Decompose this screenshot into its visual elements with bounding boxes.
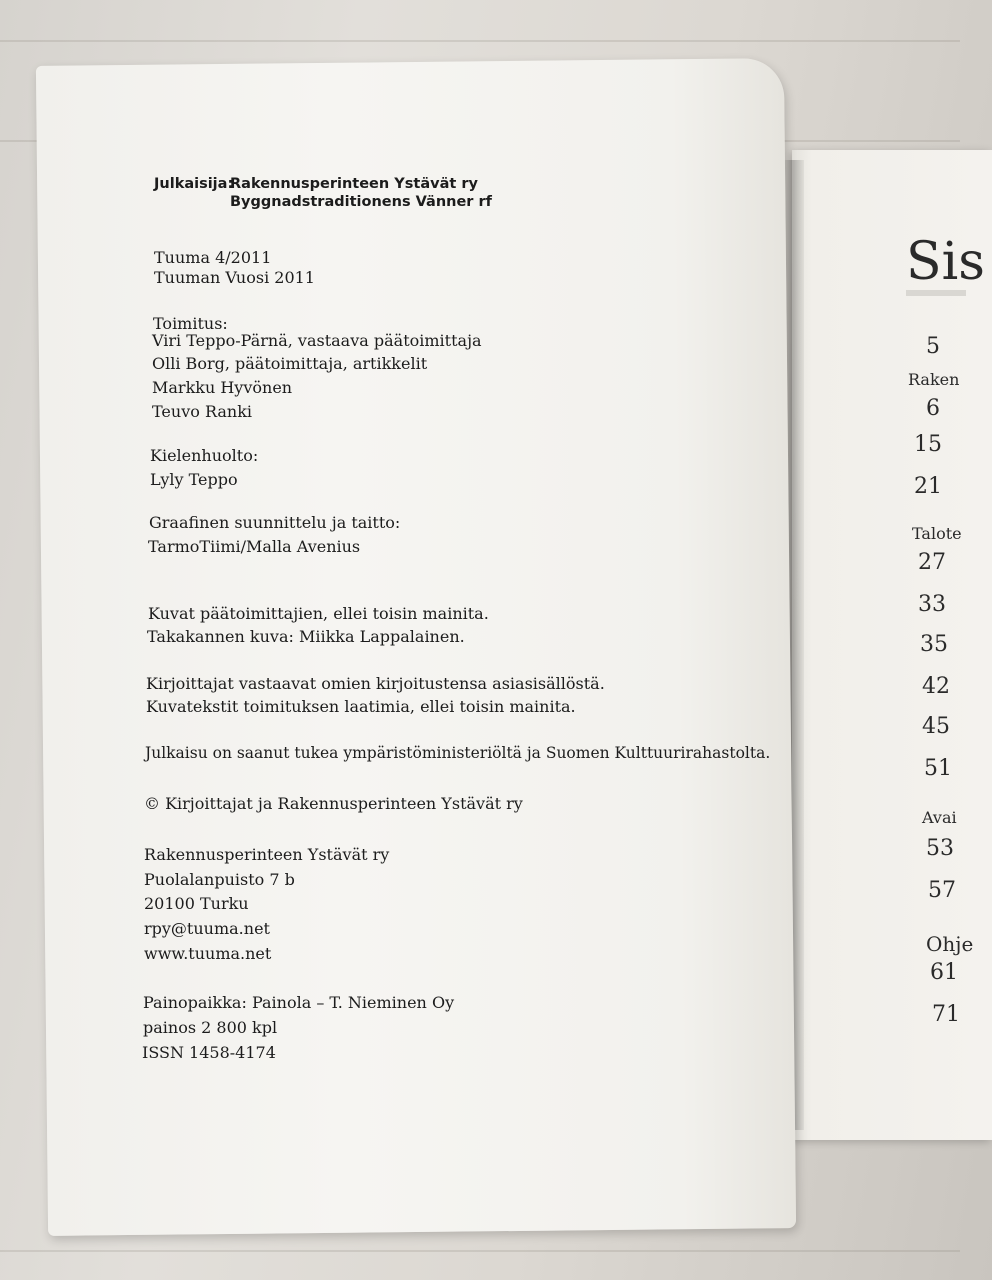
print-info: painos 2 800 kpl — [143, 1018, 278, 1037]
toc-page-number: 71 — [932, 1002, 960, 1027]
editorial-member: Viri Teppo-Pärnä, vastaava päätoimittaja — [152, 331, 482, 350]
toc-title: Sis — [906, 232, 985, 292]
address-line: www.tuuma.net — [144, 944, 272, 963]
toc-page-number: 42 — [922, 674, 950, 699]
toc-page-number: 33 — [918, 592, 946, 617]
toc-page-number: 57 — [928, 878, 956, 903]
address-line: rpy@tuuma.net — [144, 919, 270, 938]
photo-credit: Kuvat päätoimittajien, ellei toisin mainita. — [148, 604, 489, 623]
toc-section: Talote — [912, 524, 962, 543]
print-info: ISSN 1458-4174 — [142, 1043, 276, 1062]
toc-page-number: 15 — [914, 432, 942, 457]
address-line: 20100 Turku — [144, 894, 249, 913]
publisher-name-sv: Byggnadstraditionens Vänner rf — [230, 194, 492, 210]
editorial-member: Olli Borg, päätoimittaja, artikkelit — [152, 354, 428, 373]
address-line: Rakennusperinteen Ystävät ry — [144, 845, 390, 864]
design-name: TarmoTiimi/Malla Avenius — [148, 537, 361, 556]
toc-section: Avai — [922, 808, 957, 827]
floor-plank-line — [0, 40, 960, 42]
support-note: Julkaisu on saanut tukea ympäristöministeriöltä ja Suomen Kulttuurirahastolta. — [145, 744, 771, 762]
publisher-name-fi: Rakennusperinteen Ystävät ry — [230, 176, 478, 192]
copyright-line: © Kirjoittajat ja Rakennusperinteen Ystävät ry — [144, 794, 523, 813]
floor-plank-line — [0, 1250, 960, 1252]
publisher-label: Julkaisija: — [154, 176, 234, 192]
toc-page-number: 61 — [930, 960, 958, 985]
issue-line: Tuuman Vuosi 2011 — [154, 268, 315, 287]
editorial-member: Teuvo Ranki — [152, 402, 253, 421]
responsibility-note: Kuvatekstit toimituksen laatimia, ellei toisin mainita. — [146, 697, 576, 716]
toc-page-number: 51 — [924, 756, 952, 781]
toc-page-number: 5 — [926, 334, 940, 359]
print-info: Painopaikka: Painola – T. Nieminen Oy — [143, 993, 455, 1012]
toc-page-number: 21 — [914, 474, 942, 499]
address-line: Puolalanpuisto 7 b — [144, 870, 295, 889]
toc-page-number: 27 — [918, 550, 946, 575]
toc-page-number: 6 — [926, 396, 940, 421]
photo-credit: Takakannen kuva: Miikka Lappalainen. — [147, 627, 465, 646]
editorial-heading: Toimitus: — [153, 314, 228, 333]
proofreading-name: Lyly Teppo — [150, 470, 238, 489]
toc-page-number: 45 — [922, 714, 950, 739]
toc-section: Ohje — [926, 932, 974, 956]
responsibility-note: Kirjoittajat vastaavat omien kirjoitustensa asiasisällöstä. — [146, 674, 605, 693]
editorial-member: Markku Hyvönen — [152, 378, 293, 397]
right-page — [792, 150, 992, 1140]
toc-page-number: 35 — [920, 632, 948, 657]
design-heading: Graafinen suunnittelu ja taitto: — [149, 513, 401, 532]
toc-section: Raken — [908, 370, 960, 389]
issue-line: Tuuma 4/2011 — [154, 248, 272, 267]
toc-page-number: 53 — [926, 836, 954, 861]
proofreading-heading: Kielenhuolto: — [150, 446, 259, 465]
